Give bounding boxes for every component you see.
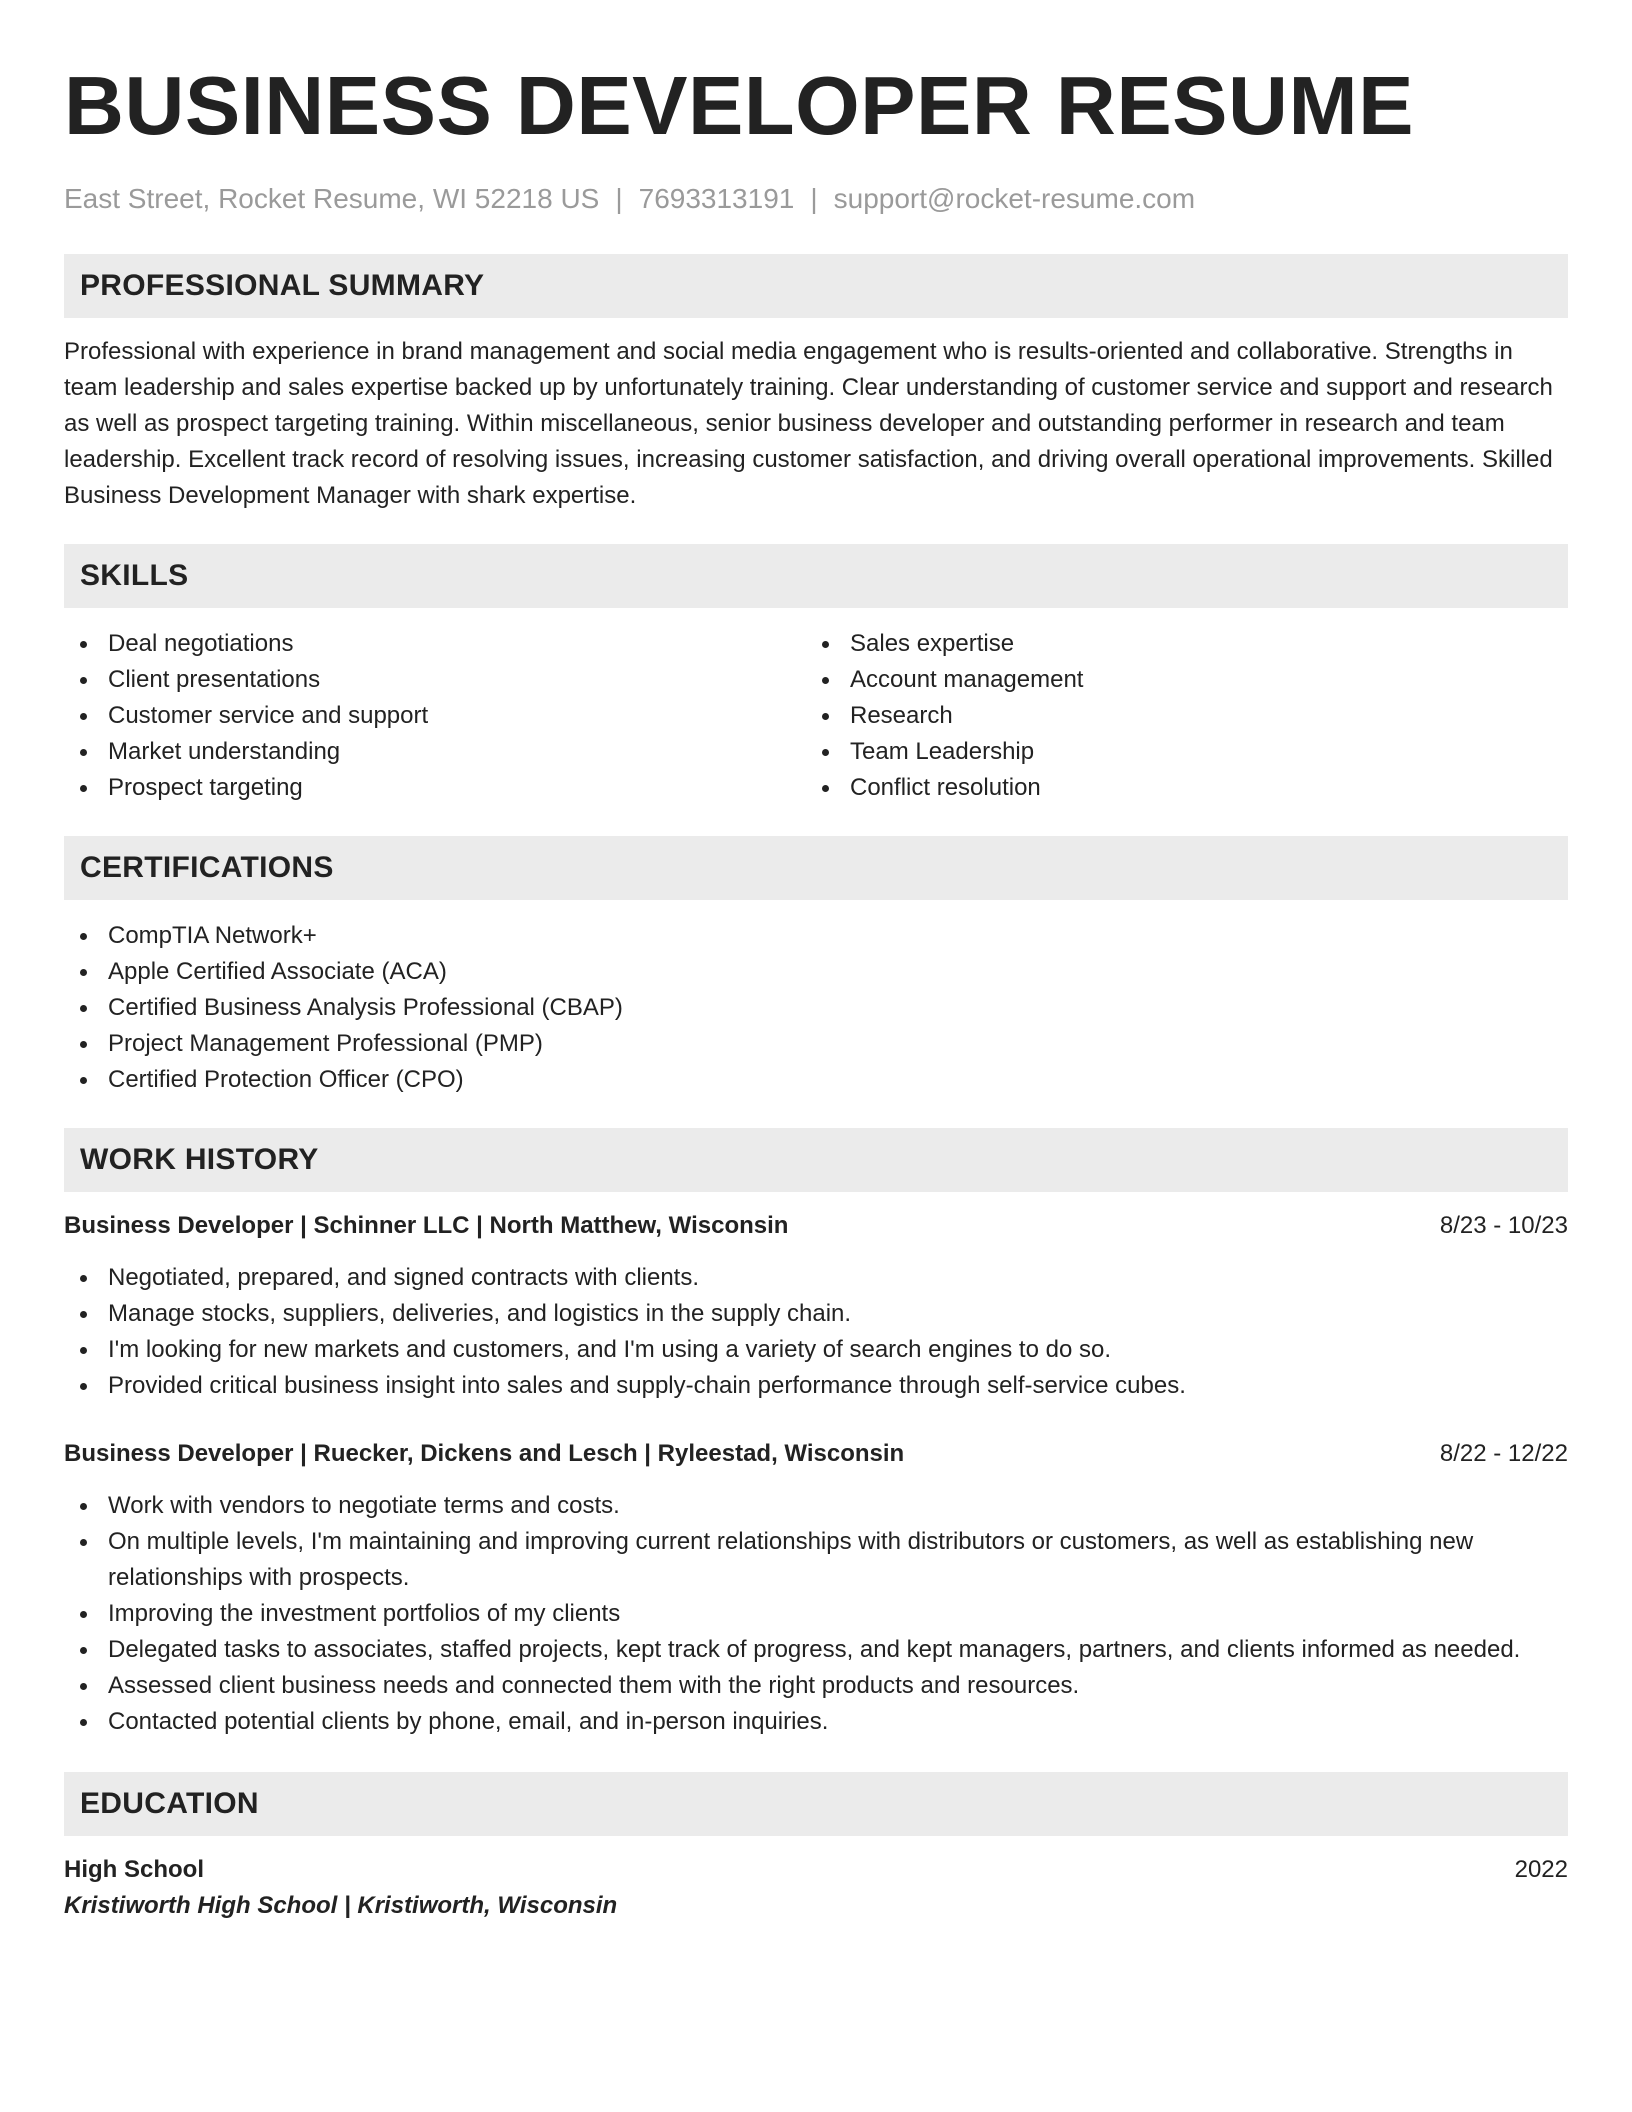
skill-label: Account management (850, 666, 1084, 693)
summary-heading: PROFESSIONAL SUMMARY (64, 254, 1568, 318)
certifications-list (64, 918, 1568, 1098)
job-dates: 8/22 - 12/22 (1439, 1440, 1568, 1467)
certification-item (64, 918, 1568, 954)
bullet-icon (80, 1275, 87, 1282)
bullet-icon (80, 1311, 87, 1318)
job-header (64, 1436, 1568, 1472)
skill-item (64, 662, 806, 698)
education-header (64, 1852, 1568, 1888)
bullet-icon (80, 1539, 87, 1546)
bullet-icon (80, 969, 87, 976)
skills-grid (64, 626, 1568, 806)
certification-item (64, 1062, 1568, 1098)
job-bullet-list (64, 1488, 1568, 1740)
bullet-icon (822, 713, 829, 720)
skill-item (64, 698, 806, 734)
job-bullet-text: I'm looking for new markets and customers, and I'm using a variety of search engines to do so. (108, 1336, 1111, 1363)
certifications-heading: CERTIFICATIONS (64, 836, 1568, 900)
bullet-icon (80, 1611, 87, 1618)
job-bullet (64, 1632, 1568, 1668)
skills-column-right (806, 626, 1548, 806)
bullet-icon (80, 1683, 87, 1690)
skill-label: Sales expertise (850, 630, 1015, 657)
education-degree: High School (64, 1856, 204, 1883)
contact-phone: 7693313191 (638, 183, 795, 214)
certification-label: Certified Protection Officer (CPO) (108, 1066, 464, 1093)
job-bullet-text: Improving the investment portfolios of my clients (108, 1600, 621, 1627)
certification-item (64, 990, 1568, 1026)
job-bullet-text: Negotiated, prepared, and signed contracts with clients. (108, 1264, 700, 1291)
bullet-icon (80, 785, 87, 792)
bullet-icon (80, 1503, 87, 1510)
job-bullet (64, 1596, 1568, 1632)
skill-item (64, 626, 806, 662)
education-school: Kristiworth High School | Kristiworth, Wisconsin (64, 1892, 618, 1919)
bullet-icon (80, 1719, 87, 1726)
job-bullet (64, 1260, 1568, 1296)
bullet-icon (80, 749, 87, 756)
bullet-icon (80, 933, 87, 940)
skill-label: Market understanding (108, 738, 341, 765)
skill-label: Deal negotiations (108, 630, 294, 657)
skill-item (806, 626, 1548, 662)
certification-item (64, 954, 1568, 990)
skill-item (64, 770, 806, 806)
job-bullet-text: Assessed client business needs and connected them with the right products and resources. (108, 1672, 1080, 1699)
bullet-icon (80, 677, 87, 684)
contact-separator: | (810, 183, 818, 214)
bullet-icon (80, 1077, 87, 1084)
work-history-heading: WORK HISTORY (64, 1128, 1568, 1192)
job-bullet (64, 1704, 1568, 1740)
bullet-icon (80, 1347, 87, 1354)
skill-item (806, 770, 1548, 806)
contact-address: East Street, Rocket Resume, WI 52218 US (64, 183, 600, 214)
bullet-icon (80, 1041, 87, 1048)
bullet-icon (822, 749, 829, 756)
education-heading: EDUCATION (64, 1772, 1568, 1836)
bullet-icon (822, 677, 829, 684)
skill-label: Customer service and support (108, 702, 429, 729)
resume-title: BUSINESS DEVELOPER RESUME (64, 59, 1414, 152)
certification-label: Certified Business Analysis Professional (CBAP) (108, 994, 623, 1021)
skill-item (806, 662, 1548, 698)
skill-label: Client presentations (108, 666, 321, 693)
skill-item (806, 698, 1548, 734)
job-bullet-text: Delegated tasks to associates, staffed projects, kept track of progress, and kept managers, partners, and clients informed as needed. (108, 1636, 1521, 1663)
job-dates: 8/23 - 10/23 (1439, 1212, 1568, 1239)
contact-email: support@rocket-resume.com (833, 183, 1196, 214)
resume-page (64, 0, 1568, 1924)
certification-label: CompTIA Network+ (108, 922, 317, 949)
job-bullet (64, 1524, 1568, 1596)
job-title: Business Developer | Ruecker, Dickens and Lesch | Ryleestad, Wisconsin (64, 1440, 905, 1467)
job-header (64, 1208, 1568, 1244)
job-bullet (64, 1668, 1568, 1704)
education-year: 2022 (1514, 1856, 1568, 1883)
job-bullet-text: Work with vendors to negotiate terms and costs. (108, 1492, 620, 1519)
certification-label: Project Management Professional (PMP) (108, 1030, 543, 1057)
certification-item (64, 1026, 1568, 1062)
bullet-icon (80, 1647, 87, 1654)
job-bullet-text: On multiple levels, I'm maintaining and improving current relationships with distributors or customers, as well as establishing new relationships with prospects. (108, 1528, 1474, 1591)
job-bullet (64, 1332, 1568, 1368)
bullet-icon (822, 785, 829, 792)
skills-heading: SKILLS (64, 544, 1568, 608)
skill-label: Conflict resolution (850, 774, 1041, 801)
contact-line (64, 182, 1568, 216)
skill-item (806, 734, 1548, 770)
job-title: Business Developer | Schinner LLC | North Matthew, Wisconsin (64, 1212, 789, 1239)
bullet-icon (80, 1005, 87, 1012)
bullet-icon (80, 1383, 87, 1390)
job-bullet (64, 1296, 1568, 1332)
bullet-icon (822, 641, 829, 648)
job-bullet (64, 1488, 1568, 1524)
skill-label: Research (850, 702, 953, 729)
bullet-icon (80, 713, 87, 720)
certification-label: Apple Certified Associate (ACA) (108, 958, 447, 985)
skill-label: Prospect targeting (108, 774, 303, 801)
job-bullet-text: Provided critical business insight into sales and supply-chain performance through self-service cubes. (108, 1372, 1186, 1399)
skill-label: Team Leadership (850, 738, 1035, 765)
summary-text: Professional with experience in brand management and social media engagement who is results-oriented and collaborative. Strengths in team leadership and sales expertise backed up by unfortunately training. Clear understanding of customer service and support and research as well as prospect targeting training. Within miscellaneous, senior business developer and outstanding performer in research and team leadership. Excellent track record of resolving issues, increasing customer satisfaction, and driving overall operational improvements. Skilled Business Development Manager with shark expertise. (64, 338, 1553, 509)
job-bullet-text: Manage stocks, suppliers, deliveries, and logistics in the supply chain. (108, 1300, 852, 1327)
skills-column-left (64, 626, 806, 806)
contact-separator: | (615, 183, 623, 214)
job-bullet (64, 1368, 1568, 1404)
bullet-icon (80, 641, 87, 648)
skill-item (64, 734, 806, 770)
job-bullet-list (64, 1260, 1568, 1404)
job-bullet-text: Contacted potential clients by phone, email, and in-person inquiries. (108, 1708, 829, 1735)
